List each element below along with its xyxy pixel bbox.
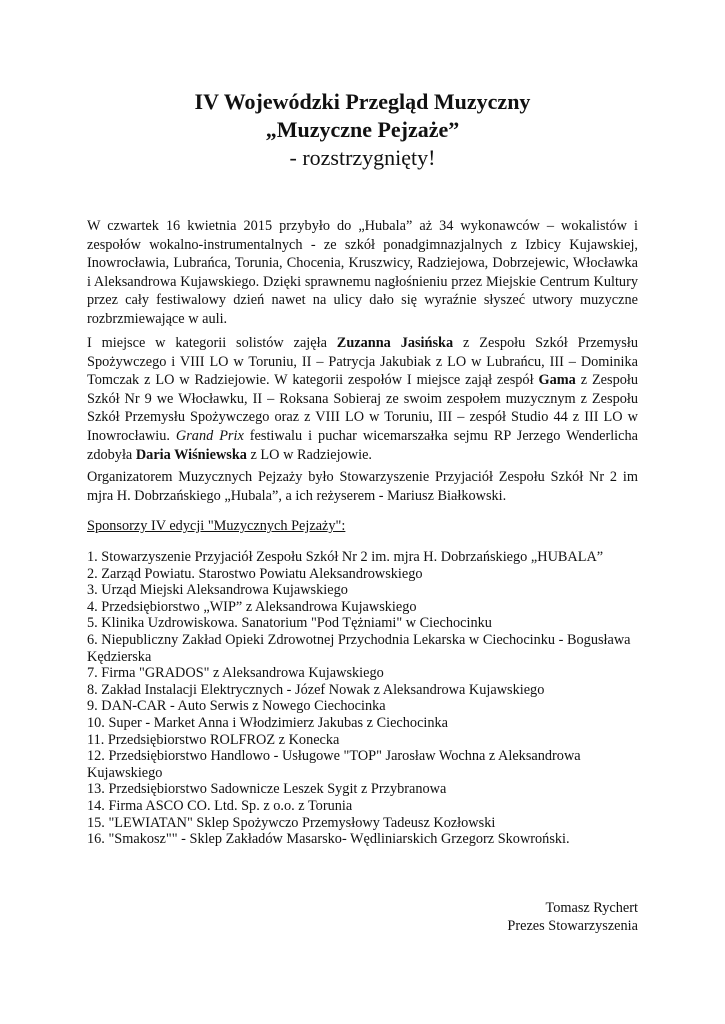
document-subtitle: „Muzyczne Pejzaże” — [265, 117, 460, 142]
sponsor-list — [87, 549, 647, 848]
sponsor-item: 1. Stowarzyszenie Przyjaciół Zespołu Szkół Nr 2 im. mjra H. Dobrzańskiego „HUBALA” — [87, 549, 604, 565]
sponsor-item: 14. Firma ASCO CO. Ltd. Sp. z o.o. z Torunia — [87, 797, 353, 814]
results-text-2: z Zespołu Szkół Przemysłu Spożywczego i VIII LO w Toruniu, II – Patrycja Jakubiak z LO w Lubrańcu, III – Dominika Tomczak z LO w Radziejowie. W kategorii zespołów I miejsce zajął zespół — [87, 335, 638, 389]
sponsor-item: 6. Niepubliczny Zakład Opieki Zdrowotnej Przychodnia Lekarska w Ciechocinku - Bogusława Kędzierska — [87, 631, 631, 665]
signature-name: Tomasz Rychert — [545, 900, 638, 916]
sponsor-item: 12. Przedsiębiorstwo Handlowo - Usługowe "TOP" Jarosław Wochna z Aleksandrowa Kujawskiego — [87, 748, 581, 781]
sponsors-heading: Sponsorzy IV edycji "Muzycznych Pejzaży": — [87, 518, 346, 534]
sponsor-item: 3. Urząd Miejski Aleksandrowa Kujawskiego — [87, 582, 348, 599]
sponsor-item: 8. Zakład Instalacji Elektrycznych - Józef Nowak z Aleksandrowa Kujawskiego — [87, 681, 545, 698]
sponsor-item: 4. Przedsiębiorstwo „WIP” z Aleksandrowa Kujawskiego — [87, 598, 417, 615]
results-text-4: festiwalu i puchar wicemarszałka sejmu RP Jerzego Wenderlicha zdobyła — [87, 427, 638, 463]
sponsor-item: 2. Zarząd Powiatu. Starostwo Powiatu Aleksandrowskiego — [87, 565, 423, 582]
results-text-1: I miejsce w kategorii solistów zajęła — [87, 335, 337, 351]
winner-band: Gama — [538, 372, 576, 389]
winner-soloist: Zuzanna Jasińska — [336, 335, 454, 351]
results-text-5: z LO w Radziejowie. — [246, 446, 372, 463]
sponsor-item: 7. Firma "GRADOS" z Aleksandrowa Kujawskiego — [87, 665, 384, 682]
grand-prix-label: Grand Prix — [175, 427, 244, 444]
sponsor-item: 13. Przedsiębiorstwo Sadownicze Leszek Sygit z Przybranowa — [87, 781, 447, 798]
organizer-paragraph: Organizatorem Muzycznych Pejzaży było Stowarzyszenie Przyjaciół Zespołu Szkół Nr 2 im mjra H. Dobrzańskiego „Hubala”, a ich reżyserem - Mariusz Białkowski. — [87, 469, 638, 504]
sponsor-item: 15. "LEWIATAN" Sklep Spożywczo Przemysłowy Tadeusz Kozłowski — [87, 814, 496, 831]
intro-paragraph: W czwartek 16 kwietnia 2015 przybyło do „Hubala” aż 34 wykonawców – wokalistów i zespołów wokalno-instrumentalnych - ze szkół ponadgimnazjalnych z Izbicy Kujawskiej, Inowrocławia, Lubrańca, Torunia, Chocenia, Kruszwicy, Radziejowa, Dobrzejewic, Włocławka i Aleksandrowa Kujawskiego. Dzięki sprawnemu nagłośnieniu przez Miejskie Centrum Kultury przez cały festiwalowy dzień nawet na ulicy dało się wyraźnie słyszeć utwory muzyczne rozbrzmiewające w auli. — [87, 218, 638, 327]
sponsor-item: 11. Przedsiębiorstwo ROLFROZ z Konecka — [87, 731, 340, 748]
results-text-3: z Zespołu Szkół Nr 9 we Włocławku, II – Roksana Sobieraj ze swoim zespołem muzycznym z Zespołu Szkół Przemysłu Spożywczego oraz z VIII LO w Toruniu, III – zespół Studio 44 z III LO w Inowrocławiu. — [87, 372, 639, 444]
grand-prix-winner: Daria Wiśniewska — [135, 446, 247, 463]
signature-block — [507, 899, 638, 935]
sponsor-item: 9. DAN-CAR - Auto Serwis z Nowego Ciechocinka — [87, 698, 386, 715]
sponsor-item: 10. Super - Market Anna i Włodzimierz Jakubas z Ciechocinka — [87, 714, 449, 731]
sponsor-item: 16. "Smakosz"" - Sklep Zakładów Masarsko- Wędliniarskich Grzegorz Skowroński. — [87, 831, 570, 848]
document-tagline: - rozstrzygnięty! — [289, 145, 436, 170]
document-title: IV Wojewódzki Przegląd Muzyczny — [194, 89, 531, 114]
signature-role: Prezes Stowarzyszenia — [507, 918, 638, 934]
sponsor-item: 5. Klinika Uzdrowiskowa. Sanatorium "Pod Tężniami" w Ciechocinku — [87, 615, 492, 632]
results-paragraph — [87, 334, 638, 464]
